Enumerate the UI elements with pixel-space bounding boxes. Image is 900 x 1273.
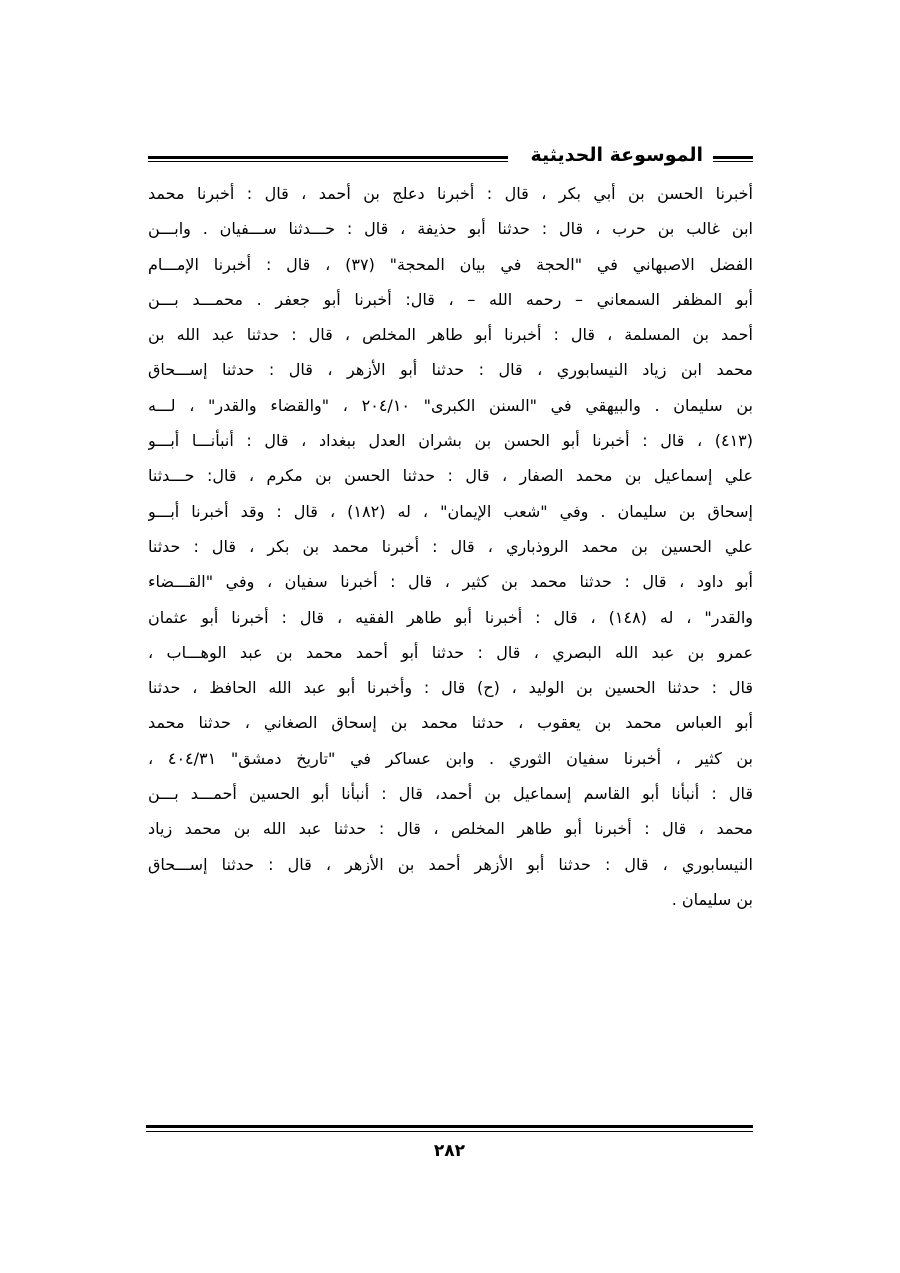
- text-line: أبو العباس محمد بن يعقوب ، حدثنا محمد بن إسحاق الصغاني ، حدثنا محمد: [148, 713, 753, 733]
- footer-rule: [146, 1125, 753, 1132]
- text-line: محمد ، قال : أخبرنا أبو طاهر المخلص ، قال : حدثنا عبد الله بن محمد زياد: [148, 819, 753, 839]
- text-line: أحمد بن المسلمة ، قال : أخبرنا أبو طاهر المخلص ، قال : حدثنا عبد الله بن: [148, 325, 753, 345]
- text-line: عمرو بن عبد الله البصري ، قال : حدثنا أبو أحمد محمد بن عبد الوهـــاب ،: [148, 642, 753, 662]
- page-header: [148, 140, 753, 172]
- body-text: [148, 176, 753, 917]
- text-line: قال : أنبأنا أبو القاسم إسماعيل بن أحمد، قال : أنبأنا أبو الحسين أحمـــد بـــن: [148, 784, 753, 804]
- header-rule-short: [713, 156, 753, 162]
- text-line: بن سليمان . والبيهقي في "السنن الكبرى" ٢٠٤/١٠ ، "والقضاء والقدر" ، لـــه: [148, 395, 753, 415]
- text-line: علي الحسين بن محمد الروذباري ، قال : أخبرنا محمد بن بكر ، قال : حدثنا: [148, 536, 753, 556]
- text-line: بن كثير ، أخبرنا سفيان الثوري . وابن عساكر في "تاريخ دمشق" ٤٠٤/٣١ ،: [148, 748, 753, 768]
- text-line: الفضل الاصبهاني في "الحجة في بيان المحجة" (٣٧) ، قال : أخبرنا الإمـــام: [148, 254, 753, 274]
- text-line: أخبرنا الحسن بن أبي بكر ، قال : أخبرنا دعلج بن أحمد ، قال : أخبرنا محمد: [148, 184, 753, 203]
- text-line: والقدر" ، له (١٤٨) ، قال : أخبرنا أبو طاهر الفقيه ، قال : أخبرنا أبو عثمان: [148, 607, 753, 627]
- text-line: قال : حدثنا الحسين بن الوليد ، (ح) قال : وأخبرنا أبو عبد الله الحافظ ، حدثنا: [148, 678, 753, 698]
- text-line: النيسابوري ، قال : حدثنا أبو الأزهر أحمد بن الأزهر ، قال : حدثنا إســـحاق: [148, 854, 753, 874]
- text-line: إسحاق بن سليمان . وفي "شعب الإيمان" ، له (١٨٢) ، قال : وقد أخبرنا أبـــو: [148, 501, 753, 521]
- text-line: أبو داود ، قال : حدثنا محمد بن كثير ، قال : أخبرنا سفيان ، وفي "القـــضاء: [148, 572, 753, 592]
- text-line: محمد ابن زياد النيسابوري ، قال : حدثنا أبو الأزهر ، قال : حدثنا إســـحاق: [148, 360, 753, 380]
- text-line: أبو المظفر السمعاني – رحمه الله – ، قال: أخبرنا أبو جعفر . محمـــد بـــن: [148, 289, 753, 309]
- header-rule-long: [148, 156, 508, 162]
- text-line: علي إسماعيل بن محمد الصفار ، قال : حدثنا الحسن بن مكرم ، قال: حـــدثنا: [148, 466, 753, 486]
- text-line: بن سليمان .: [671, 889, 753, 909]
- page-number: ٢٨٢: [433, 1141, 466, 1161]
- header-title: الموسوعة الحديثية: [530, 144, 703, 166]
- text-line: ابن غالب بن حرب ، قال : حدثنا أبو حذيفة ، قال : حـــدثنا ســـفيان . وابـــن: [148, 219, 753, 239]
- text-line: (٤١٣) ، قال : أخبرنا أبو الحسن بن بشران العدل ببغداد ، قال : أنبأنـــا أبـــو: [148, 431, 753, 451]
